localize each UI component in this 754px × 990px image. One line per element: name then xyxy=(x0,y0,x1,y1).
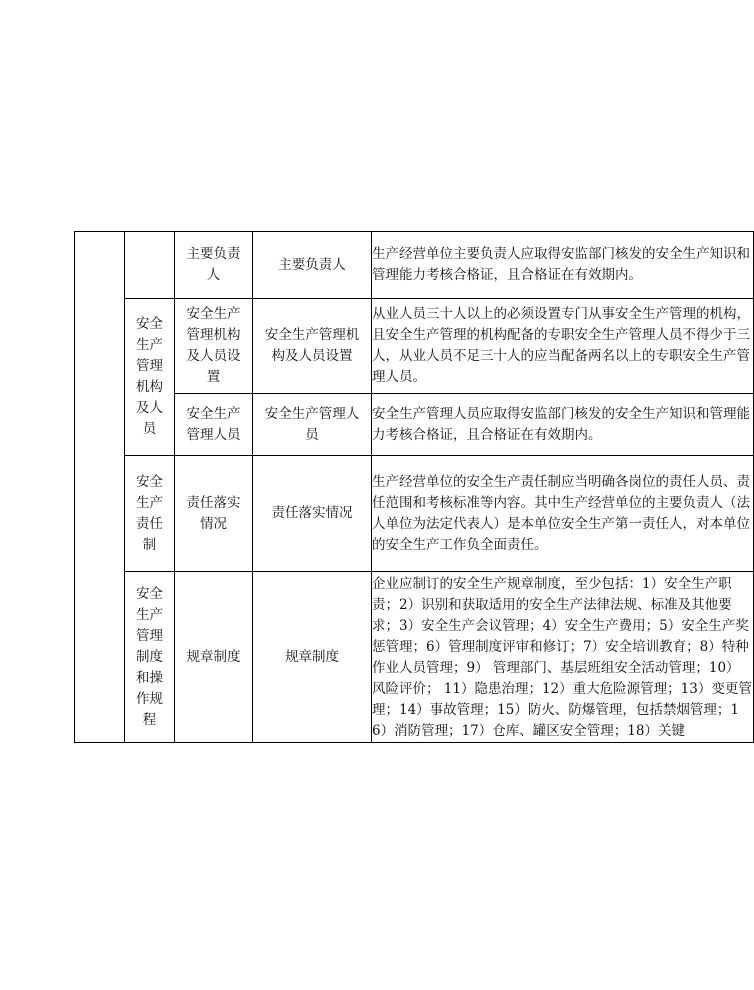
sub-item-text: 安全生产管理机构及人员设置 xyxy=(264,327,360,364)
item-cell xyxy=(175,456,253,572)
table-row xyxy=(75,394,754,456)
requirement-text: 安全生产管理人员应取得安监部门核发的安全生产知识和管理能力考核合格证，且合格证在有效期内。 xyxy=(372,405,750,443)
item-cell xyxy=(175,299,253,394)
blank-column-cell xyxy=(75,232,125,743)
table-row xyxy=(75,299,754,394)
requirement-text: 生产经营单位的安全生产责任制应当明确各岗位的责任人员、责任范围和考核标准等内容。其中生产经营单位的主要负责人（法人单位为法定代表人）是本单位安全生产第一责任人，对本单位的安全生产工作负全面责任。 xyxy=(372,473,750,553)
table-row xyxy=(75,572,754,743)
item-cell xyxy=(175,394,253,456)
category-cell xyxy=(125,232,175,299)
sub-item-cell xyxy=(253,232,372,299)
category-text: 安全生产管理制度和操作规程 xyxy=(136,585,163,728)
requirement-text: 企业应制订的安全生产规章制度，至少包括：1）安全生产职责；2）识别和获取适用的安全生产法律法规、标准及其他要求；3）安全生产会议管理；4）安全生产费用；5）安全生产奖惩管理；6）管理制度评审和修订；7）安全培训教育；8）特种作业人员管理；9） 管理部门、基层班组安全活动管理；10）风险评价； 11）隐患治理；12）重大危险源管理；13）变更管理；14）事故管理；15）防火、防爆管理，包括禁烟管理；16）消防管理；17）仓库、罐区安全管理；18）关键 xyxy=(372,576,752,739)
requirement-cell xyxy=(372,232,754,299)
sub-item-cell xyxy=(253,394,372,456)
item-text: 责任落实情况 xyxy=(186,494,241,532)
sub-item-text: 主要负责人 xyxy=(278,256,346,273)
item-cell xyxy=(175,232,253,299)
item-text: 主要负责人 xyxy=(186,246,241,283)
sub-item-text: 规章制度 xyxy=(285,648,339,665)
sub-item-cell xyxy=(253,456,372,572)
sub-item-cell xyxy=(253,299,372,394)
category-text: 安全生产责任制 xyxy=(136,473,163,553)
requirement-cell xyxy=(372,456,754,572)
requirement-cell xyxy=(372,572,754,743)
table-row xyxy=(75,232,754,299)
sub-item-text: 安全生产管理人员 xyxy=(264,405,360,443)
inspection-table xyxy=(74,231,754,743)
item-text: 规章制度 xyxy=(186,648,241,665)
table-row xyxy=(75,456,754,572)
item-cell xyxy=(175,572,253,743)
requirement-text: 从业人员三十人以上的必须设置专门从事安全生产管理的机构，且安全生产管理的机构配备的专职安全生产管理人员不得少于三人，从业人员不足三十人的应当配备两名以上的专职安全生产管理人员。 xyxy=(372,306,750,385)
category-text: 安全生产管理机构及人员 xyxy=(136,316,163,437)
item-text: 安全生产管理机构及人员设置 xyxy=(186,306,241,385)
requirement-cell xyxy=(372,299,754,394)
category-cell xyxy=(125,456,175,572)
sub-item-cell xyxy=(253,572,372,743)
requirement-cell xyxy=(372,394,754,456)
sub-item-text: 责任落实情况 xyxy=(271,505,353,521)
category-cell xyxy=(125,299,175,456)
item-text: 安全生产管理人员 xyxy=(186,405,241,443)
category-cell xyxy=(125,572,175,743)
requirement-text: 生产经营单位主要负责人应取得安监部门核发的安全生产知识和管理能力考核合格证，且合格证在有效期内。 xyxy=(372,246,750,283)
